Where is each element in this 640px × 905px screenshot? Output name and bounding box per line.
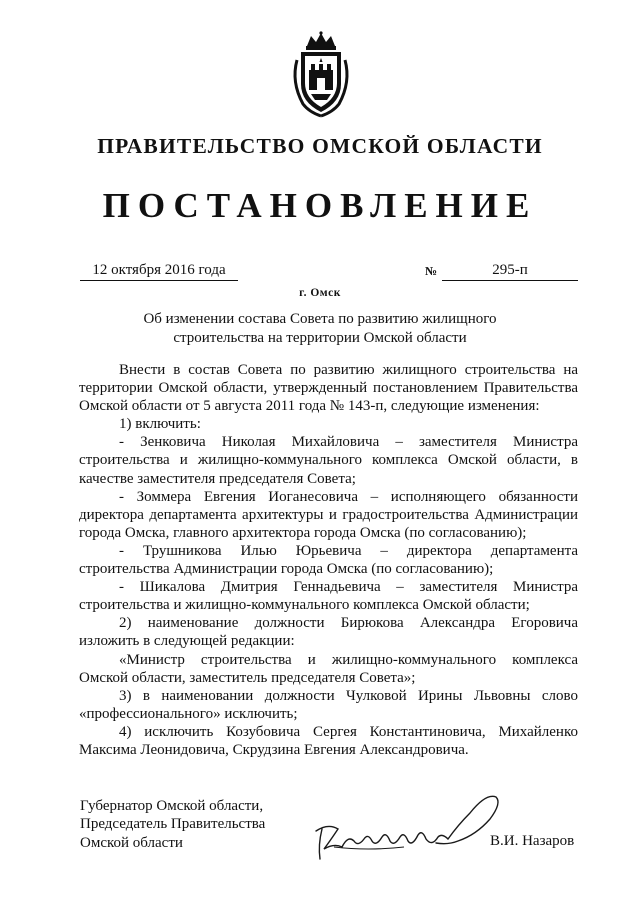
signatory-title-line: Омской области xyxy=(80,834,183,851)
document-date: 12 октября 2016 года xyxy=(80,260,238,281)
body-paragraph: - Зоммера Евгения Иоганесовича – исполняющего обязанности директора департамента архитектуры и градостроительства Администрации города Омска, главного архитектора города Омска (по согласованию); xyxy=(79,488,578,541)
document-type-title: ПОСТАНОВЛЕНИЕ xyxy=(102,186,538,225)
subject-line: Об изменении состава Совета по развитию жилищного xyxy=(143,311,497,327)
body-paragraph: «Министр строительства и жилищно-коммунального комплекса Омской области, заместитель председателя Совета»; xyxy=(79,651,578,686)
subject-line: строительства на территории Омской области xyxy=(173,329,467,346)
body-paragraph: - Шикалова Дмитрия Геннадьевича – заместителя Министра строительства и жилищно-коммунального комплекса Омской области; xyxy=(79,579,578,614)
body-paragraph: 1) включить: xyxy=(119,416,201,433)
signatory-title-line: Губернатор Омской области, xyxy=(80,798,264,814)
signatory-title xyxy=(80,797,265,852)
signatory-title-line: Председатель Правительства xyxy=(80,816,266,833)
document-subject xyxy=(120,310,520,347)
document-number: 295-п xyxy=(442,260,578,281)
body-paragraph: Внести в состав Совета по развитию жилищного строительства на территории Омской области, утвержденный постановлением Правительства Омской области от 5 августа 2011 года № 143-п, следующие изменения: xyxy=(79,362,578,415)
coat-of-arms-icon xyxy=(289,30,353,120)
signatory-name: В.И. Назаров xyxy=(490,833,575,849)
document-body xyxy=(79,361,578,759)
body-paragraph: 2) наименование должности Бирюкова Александра Егоровича изложить в следующей редакции: xyxy=(79,615,578,650)
document-city: г. Омск xyxy=(299,287,341,299)
body-paragraph: - Трушникова Илью Юрьевича – директора департамента строительства Администрации города Омска (по согласованию); xyxy=(79,542,578,578)
body-paragraph: 4) исключить Козубовича Сергея Константиновича, Михайленко Максима Леонидовича, Скрудзина Евгения Александровича. xyxy=(79,723,578,758)
number-sign: № xyxy=(425,264,438,278)
government-title: ПРАВИТЕЛЬСТВО ОМСКОЙ ОБЛАСТИ xyxy=(97,134,543,158)
body-paragraph: 3) в наименовании должности Чулковой Ирины Львовны слово «профессионального» исключить; xyxy=(79,687,578,722)
body-paragraph: - Зенковича Николая Михайловича – заместителя Министра строительства и жилищно-коммунального комплекса Омской области, в качестве заместителя председателя Совета; xyxy=(79,434,578,487)
handwritten-signature-icon xyxy=(308,785,508,865)
